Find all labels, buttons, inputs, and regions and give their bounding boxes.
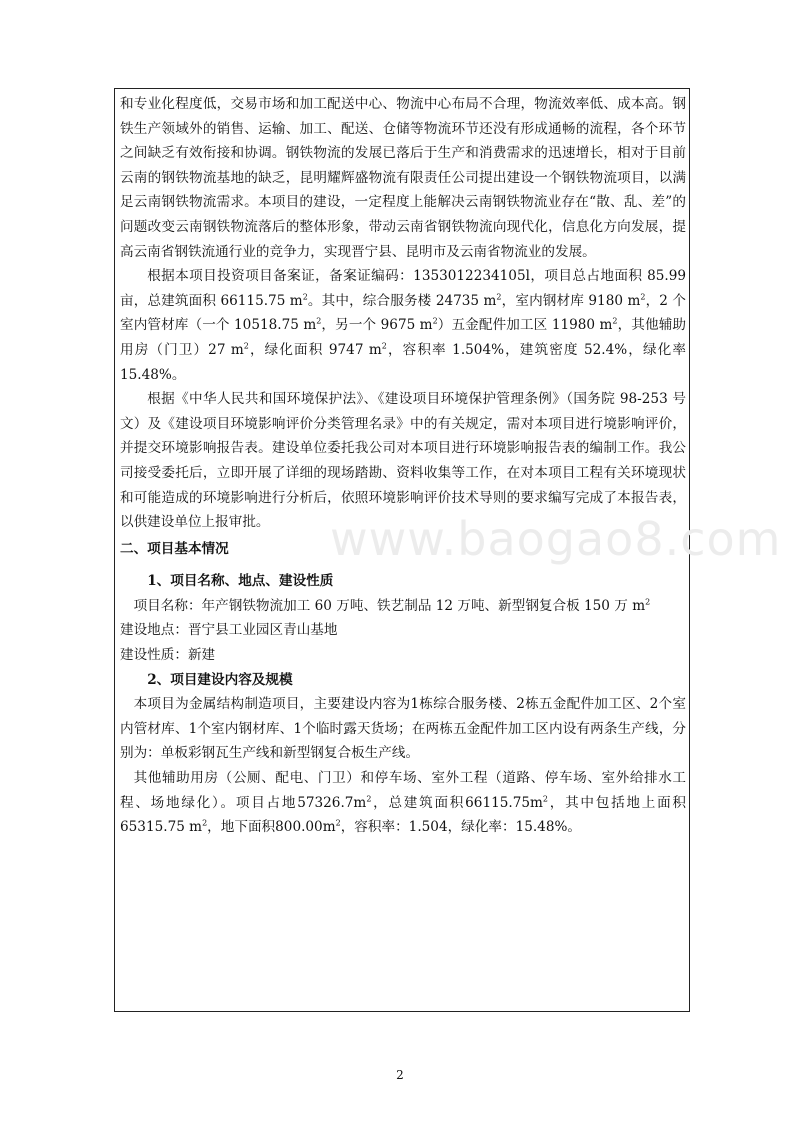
project-nature-line: 建设性质：新建 bbox=[120, 647, 216, 664]
project-location-line: 建设地点：晋宁县工业园区青山基地 bbox=[120, 622, 338, 639]
page-number: 2 bbox=[396, 1068, 404, 1082]
filing-paragraph: 根据本项目投资项目备案证，备案证编码：1353012234105l，项目总占地面积 85.99 亩，总建筑面积 66115.75 $m^2$。其中，综合服务楼 24735 $m^2$，室内钢材库 9180 $m^2$，2 个室内管材库（一个 10518.75 $m^2$，另一个 9675 $m^2$）五金配件加工区 11980 $m^2$，其他辅助用房（门卫）27 $m^2$，绿化面积 9747 $m^2$，容积率 1.504%，建筑密度 52.4%，绿化率 15.48%。 bbox=[120, 268, 686, 383]
intro-paragraph: 和专业化程度低，交易市场和加工配送中心、物流中心布局不合理，物流效率低、成本高。钢铁生产领域外的销售、运输、加工、配送、仓储等物流环节还没有形成通畅的流程，各个环节之间缺乏有效衔接和协调。钢铁物流的发展已落后于生产和消费需求的迅速增长，相对于目前云南的钢铁物流基地的缺乏，昆明耀辉盛物流有限责任公司提出建设一个钢铁物流项目，以满足云南钢铁物流需求。本项目的建设，一定程度上能解决云南钢铁物流业存在“散、乱、差”的问题改变云南钢铁物流落后的整体形象，带动云南省钢铁物流向现代化，信息化方向发展，提高云南省钢铁流通行业的竞争力，实现晋宁县、昆明市及云南省物流业的发展。 bbox=[120, 96, 686, 260]
subsection-title-1: 1、项目名称、地点、建设性质 bbox=[147, 573, 334, 590]
legal-basis-paragraph: 根据《中华人民共和国环境保护法》、《建设项目环境保护管理条例》（国务院 98-253 号文）及《建设项目环境影响评价分类管理名录》中的有关规定，需对本项目进行境影响评价，并提交环境影响报告表。建设单位委托我公司对本项目进行环境影响报告表的编制工作。我公司接受委托后，立即开展了详细的现场踏勘、资料收集等工作，在对本项目工程有关环境现状和可能造成的环境影响进行分析后，依照环境影响评价技术导则的要求编写完成了本报告表，以供建设单位上报审批。 bbox=[120, 391, 686, 531]
document-body bbox=[120, 92, 686, 840]
project-name-line: 项目名称：年产钢铁物流加工 60 万吨、铁艺制品 12 万吨、新型钢复合板 150 万 $m^2$ bbox=[133, 597, 651, 614]
construction-content-paragraph: 本项目为金属结构制造项目，主要建设内容为1栋综合服务楼、2栋五金配件加工区、2个室内管材库、1个室内钢材库、1个临时露天货场；在两栋五金配件加工区内设有两条生产线，分别为：单板彩钢瓦生产线和新型钢复合板生产线。 bbox=[120, 696, 686, 762]
subsection-title-2: 2、项目建设内容及规模 bbox=[147, 671, 293, 688]
section-title: 二、项目基本情况 bbox=[120, 540, 229, 557]
auxiliary-facilities-paragraph: 其他辅助用房（公厕、配电、门卫）和停车场、室外工程（道路、停车场、室外给排水工程、场地绿化）。项目占地$57326.7m^2$，总建筑面积$66115.75m^2$，其中包括地上面积65315.75 $m^2$，地下面积$800.00m^2$，容积率：1.504，绿化率：15.48%。 bbox=[120, 770, 686, 836]
watermark: www.baogao8.com bbox=[330, 512, 782, 566]
